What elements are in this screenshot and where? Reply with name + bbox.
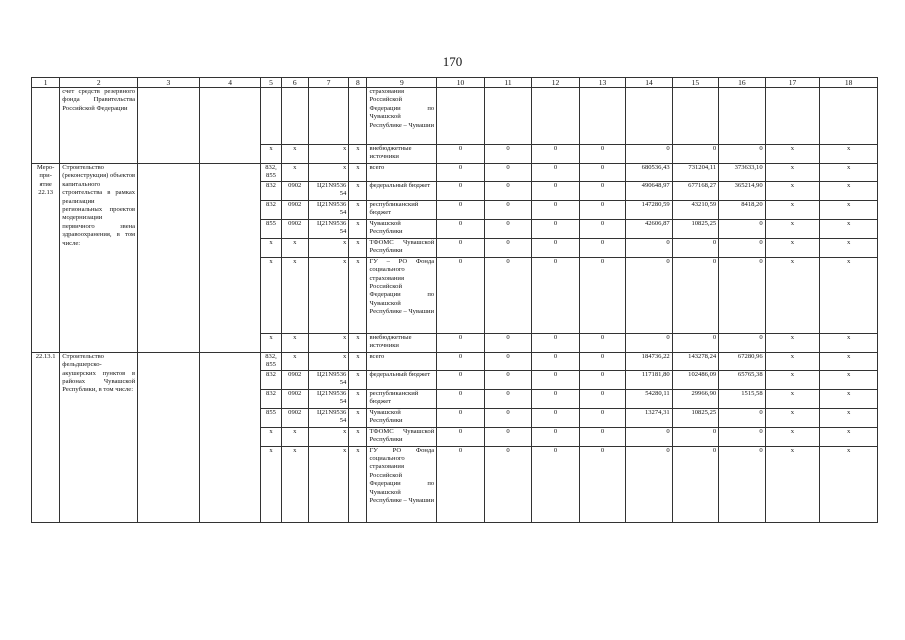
expense-type-cell: x <box>349 145 367 164</box>
kbk-code-cell: 832, 855 <box>261 352 281 370</box>
value-cell: 0 <box>437 181 485 200</box>
header-row <box>32 78 878 88</box>
value-cell: 0 <box>437 427 485 446</box>
value-cell: 0 <box>437 389 485 408</box>
value-cell: 0 <box>437 408 485 427</box>
event-name-cell: Строительство (реконструкция) объектов капитального строительства в рамках реализации региональных проектов модернизации первичного звена здравоохранения, в том числе: <box>60 164 138 353</box>
value-cell: 0 <box>532 181 580 200</box>
funding-source-cell: Чувашской Республики <box>367 219 437 238</box>
kbk-code-cell: x <box>261 333 281 352</box>
value-cell: 0 <box>484 145 532 164</box>
column-header: 1 <box>32 78 60 88</box>
expense-type-cell: x <box>349 257 367 333</box>
expense-type-cell: x <box>349 389 367 408</box>
program-cell <box>199 352 261 522</box>
value-cell: 0 <box>484 257 532 333</box>
value-cell: 0 <box>579 446 625 522</box>
value-cell: x <box>820 164 878 182</box>
target-article-cell: x <box>308 333 348 352</box>
kbk-code-cell: x <box>261 427 281 446</box>
expense-type-cell: x <box>349 164 367 182</box>
event-name-cell: счет средств резервного фонда Правительства Российской Федерации <box>60 88 138 164</box>
kbk-code-cell: x <box>261 238 281 257</box>
value-cell: 10825,25 <box>672 219 718 238</box>
value-cell: 0 <box>437 352 485 370</box>
value-cell <box>672 88 718 145</box>
expense-type-cell <box>349 88 367 145</box>
kbk-code-cell: 855 <box>261 219 281 238</box>
value-cell: 0 <box>579 427 625 446</box>
column-header: 16 <box>719 78 765 88</box>
value-cell: 0 <box>579 238 625 257</box>
column-header: 17 <box>765 78 820 88</box>
value-cell: 0 <box>532 389 580 408</box>
value-cell: 0 <box>579 408 625 427</box>
value-cell: 0 <box>719 427 765 446</box>
target-article-cell: x <box>308 257 348 333</box>
section-code-cell: x <box>281 446 308 522</box>
target-article-cell: Ц21N9536 54 <box>308 389 348 408</box>
column-header: 9 <box>367 78 437 88</box>
value-cell: 0 <box>672 238 718 257</box>
section-code-cell: 0902 <box>281 181 308 200</box>
value-cell: 184736,22 <box>626 352 672 370</box>
expense-type-cell: x <box>349 333 367 352</box>
budget-table <box>31 77 878 523</box>
value-cell: 0 <box>484 427 532 446</box>
target-article-cell: Ц21N9536 54 <box>308 370 348 389</box>
program-cell <box>199 164 261 353</box>
value-cell: 0 <box>719 257 765 333</box>
section-code-cell: 0902 <box>281 200 308 219</box>
value-cell: x <box>765 389 820 408</box>
value-cell: x <box>765 257 820 333</box>
value-cell: 0 <box>437 238 485 257</box>
value-cell: 43210,59 <box>672 200 718 219</box>
value-cell <box>484 88 532 145</box>
funding-source-cell: федеральный бюджет <box>367 181 437 200</box>
page-number: 170 <box>442 54 463 69</box>
value-cell: x <box>765 333 820 352</box>
value-cell: 0 <box>579 389 625 408</box>
kbk-code-cell: 832 <box>261 181 281 200</box>
value-cell: 0 <box>579 370 625 389</box>
funding-source-cell: внебюджетные источники <box>367 333 437 352</box>
value-cell: 0 <box>484 370 532 389</box>
table-row <box>32 164 878 182</box>
value-cell: 0 <box>719 219 765 238</box>
funding-source-cell: внебюджетные источники <box>367 145 437 164</box>
value-cell: 29966,90 <box>672 389 718 408</box>
value-cell: 0 <box>532 145 580 164</box>
value-cell: 0 <box>532 200 580 219</box>
kbk-code-cell: x <box>261 446 281 522</box>
value-cell: 117181,80 <box>626 370 672 389</box>
target-article-cell: Ц21N9536 54 <box>308 408 348 427</box>
value-cell: 0 <box>672 427 718 446</box>
expense-type-cell: x <box>349 238 367 257</box>
column-header: 12 <box>532 78 580 88</box>
section-code-cell: x <box>281 427 308 446</box>
section-code-cell: 0902 <box>281 370 308 389</box>
section-code-cell: x <box>281 238 308 257</box>
value-cell: 67280,96 <box>719 352 765 370</box>
value-cell: x <box>765 164 820 182</box>
value-cell: 0 <box>626 238 672 257</box>
funding-source-cell: ГУ РО Фонда социального страхования Российской Федерации по Чувашской Республике – Чувашии <box>367 446 437 522</box>
value-cell: x <box>820 257 878 333</box>
value-cell <box>579 88 625 145</box>
value-cell: 0 <box>532 370 580 389</box>
value-cell: 0 <box>719 145 765 164</box>
funding-source-cell: Чувашской Республики <box>367 408 437 427</box>
value-cell: 0 <box>532 427 580 446</box>
value-cell: 0 <box>532 352 580 370</box>
kbk-code-cell: x <box>261 257 281 333</box>
value-cell: 0 <box>532 333 580 352</box>
value-cell: 0 <box>672 446 718 522</box>
value-cell: 0 <box>437 219 485 238</box>
value-cell: 0 <box>532 219 580 238</box>
value-cell: 0 <box>626 446 672 522</box>
column-header: 13 <box>579 78 625 88</box>
value-cell: 0 <box>719 238 765 257</box>
target-article-cell: x <box>308 164 348 182</box>
value-cell <box>532 88 580 145</box>
value-cell: x <box>765 446 820 522</box>
value-cell: 0 <box>484 200 532 219</box>
value-cell: x <box>765 181 820 200</box>
value-cell: x <box>765 145 820 164</box>
value-cell: 0 <box>484 181 532 200</box>
value-cell: 365214,90 <box>719 181 765 200</box>
section-code-cell: x <box>281 352 308 370</box>
event-id-cell: Меро- при- ятие 22.13 <box>32 164 60 353</box>
continuation-row <box>32 88 878 145</box>
value-cell: 0 <box>672 333 718 352</box>
value-cell: x <box>820 200 878 219</box>
expense-type-cell: x <box>349 219 367 238</box>
column-header: 10 <box>437 78 485 88</box>
section-code-cell: x <box>281 145 308 164</box>
value-cell: x <box>820 219 878 238</box>
value-cell: x <box>765 238 820 257</box>
column-header: 8 <box>349 78 367 88</box>
target-article-cell: x <box>308 145 348 164</box>
value-cell: 0 <box>719 408 765 427</box>
value-cell: x <box>820 181 878 200</box>
value-cell: 147280,59 <box>626 200 672 219</box>
target-article-cell: x <box>308 446 348 522</box>
funding-source-cell: страхования Российской Федерации по Чувашской Республике – Чувашии <box>367 88 437 145</box>
expense-type-cell: x <box>349 200 367 219</box>
value-cell: x <box>765 408 820 427</box>
event-id-cell <box>32 88 60 164</box>
kbk-code-cell: x <box>261 145 281 164</box>
kbk-code-cell: 855 <box>261 408 281 427</box>
column-header: 15 <box>672 78 718 88</box>
value-cell: 490648,97 <box>626 181 672 200</box>
value-cell: 0 <box>437 145 485 164</box>
value-cell: 0 <box>626 145 672 164</box>
funding-source-cell: федеральный бюджет <box>367 370 437 389</box>
value-cell: 373633,10 <box>719 164 765 182</box>
value-cell: x <box>820 408 878 427</box>
event-name-cell: Строительство фельдшерско-акушерских пунктов в районах Чувашской Республики, в том числе: <box>60 352 138 522</box>
value-cell: 0 <box>626 333 672 352</box>
kbk-code-cell: 832 <box>261 200 281 219</box>
value-cell: 0 <box>484 219 532 238</box>
expense-type-cell: x <box>349 370 367 389</box>
target-article-cell: x <box>308 238 348 257</box>
section-code-cell: 0902 <box>281 408 308 427</box>
value-cell: 0 <box>579 352 625 370</box>
value-cell: 0 <box>626 427 672 446</box>
value-cell: 0 <box>437 164 485 182</box>
value-cell: x <box>765 219 820 238</box>
funding-source-cell: ТФОМС Чувашской Республики <box>367 427 437 446</box>
value-cell: 0 <box>484 164 532 182</box>
value-cell <box>626 88 672 145</box>
value-cell: 0 <box>579 164 625 182</box>
kbk-code-cell: 832, 855 <box>261 164 281 182</box>
value-cell: x <box>765 200 820 219</box>
value-cell: x <box>820 370 878 389</box>
value-cell: 0 <box>437 446 485 522</box>
value-cell: 0 <box>437 333 485 352</box>
value-cell: 102486,09 <box>672 370 718 389</box>
value-cell: 0 <box>579 200 625 219</box>
value-cell <box>719 88 765 145</box>
value-cell: 0 <box>437 200 485 219</box>
funding-source-cell: всего <box>367 164 437 182</box>
value-cell: 0 <box>626 257 672 333</box>
value-cell: 0 <box>672 145 718 164</box>
value-cell: 0 <box>484 333 532 352</box>
executor-cell <box>138 88 200 164</box>
value-cell: x <box>820 333 878 352</box>
value-cell: 0 <box>532 164 580 182</box>
funding-source-cell: ТФОМС Чувашской Республики <box>367 238 437 257</box>
value-cell: 680536,43 <box>626 164 672 182</box>
value-cell: 0 <box>484 389 532 408</box>
value-cell: x <box>765 352 820 370</box>
value-cell <box>437 88 485 145</box>
executor-cell <box>138 164 200 353</box>
value-cell: x <box>820 389 878 408</box>
value-cell: 0 <box>532 446 580 522</box>
value-cell: 42606,87 <box>626 219 672 238</box>
value-cell: 1515,58 <box>719 389 765 408</box>
expense-type-cell: x <box>349 408 367 427</box>
value-cell: 8418,20 <box>719 200 765 219</box>
column-header: 3 <box>138 78 200 88</box>
section-code-cell: x <box>281 164 308 182</box>
section-code-cell: 0902 <box>281 219 308 238</box>
value-cell: 0 <box>579 145 625 164</box>
column-header: 18 <box>820 78 878 88</box>
target-article-cell: Ц21N9536 54 <box>308 181 348 200</box>
value-cell: x <box>765 427 820 446</box>
value-cell: 0 <box>532 238 580 257</box>
expense-type-cell: x <box>349 181 367 200</box>
target-article-cell: Ц21N9536 54 <box>308 219 348 238</box>
column-header: 2 <box>60 78 138 88</box>
value-cell: 0 <box>532 257 580 333</box>
expense-type-cell: x <box>349 352 367 370</box>
column-header: 11 <box>484 78 532 88</box>
funding-source-cell: республиканский бюджет <box>367 200 437 219</box>
value-cell: 677168,27 <box>672 181 718 200</box>
expense-type-cell: x <box>349 427 367 446</box>
value-cell: 0 <box>532 408 580 427</box>
section-code-cell: x <box>281 257 308 333</box>
table-row <box>32 352 878 370</box>
kbk-code-cell <box>261 88 281 145</box>
target-article-cell <box>308 88 348 145</box>
value-cell: 0 <box>579 181 625 200</box>
kbk-code-cell: 832 <box>261 389 281 408</box>
section-code-cell <box>281 88 308 145</box>
value-cell: 65765,38 <box>719 370 765 389</box>
value-cell: 0 <box>484 238 532 257</box>
value-cell <box>820 88 878 145</box>
column-header: 7 <box>308 78 348 88</box>
target-article-cell: x <box>308 427 348 446</box>
value-cell <box>765 88 820 145</box>
value-cell: 0 <box>672 257 718 333</box>
kbk-code-cell: 832 <box>261 370 281 389</box>
value-cell: 0 <box>579 219 625 238</box>
column-header: 6 <box>281 78 308 88</box>
event-id-cell: 22.13.1 <box>32 352 60 522</box>
value-cell: 143278,24 <box>672 352 718 370</box>
program-cell <box>199 88 261 164</box>
section-code-cell: x <box>281 333 308 352</box>
target-article-cell: Ц21N9536 54 <box>308 200 348 219</box>
value-cell: x <box>820 446 878 522</box>
value-cell: 54280,11 <box>626 389 672 408</box>
value-cell: 0 <box>579 257 625 333</box>
value-cell: 0 <box>484 446 532 522</box>
value-cell: 0 <box>719 446 765 522</box>
value-cell: 0 <box>437 370 485 389</box>
value-cell: 0 <box>579 333 625 352</box>
value-cell: 0 <box>484 352 532 370</box>
funding-source-cell: ГУ – РО Фонда социального страхования Российской Федерации по Чувашской Республике – Чувашии <box>367 257 437 333</box>
value-cell: x <box>820 145 878 164</box>
value-cell: 13274,31 <box>626 408 672 427</box>
value-cell: 0 <box>437 257 485 333</box>
funding-source-cell: всего <box>367 352 437 370</box>
funding-source-cell: республиканский бюджет <box>367 389 437 408</box>
value-cell: 10825,25 <box>672 408 718 427</box>
section-code-cell: 0902 <box>281 389 308 408</box>
value-cell: 0 <box>719 333 765 352</box>
value-cell: x <box>820 352 878 370</box>
expense-type-cell: x <box>349 446 367 522</box>
column-header: 14 <box>626 78 672 88</box>
target-article-cell: x <box>308 352 348 370</box>
column-header: 5 <box>261 78 281 88</box>
value-cell: 0 <box>484 408 532 427</box>
value-cell: x <box>820 238 878 257</box>
value-cell: 731204,11 <box>672 164 718 182</box>
executor-cell <box>138 352 200 522</box>
column-header: 4 <box>199 78 261 88</box>
value-cell: x <box>820 427 878 446</box>
value-cell: x <box>765 370 820 389</box>
